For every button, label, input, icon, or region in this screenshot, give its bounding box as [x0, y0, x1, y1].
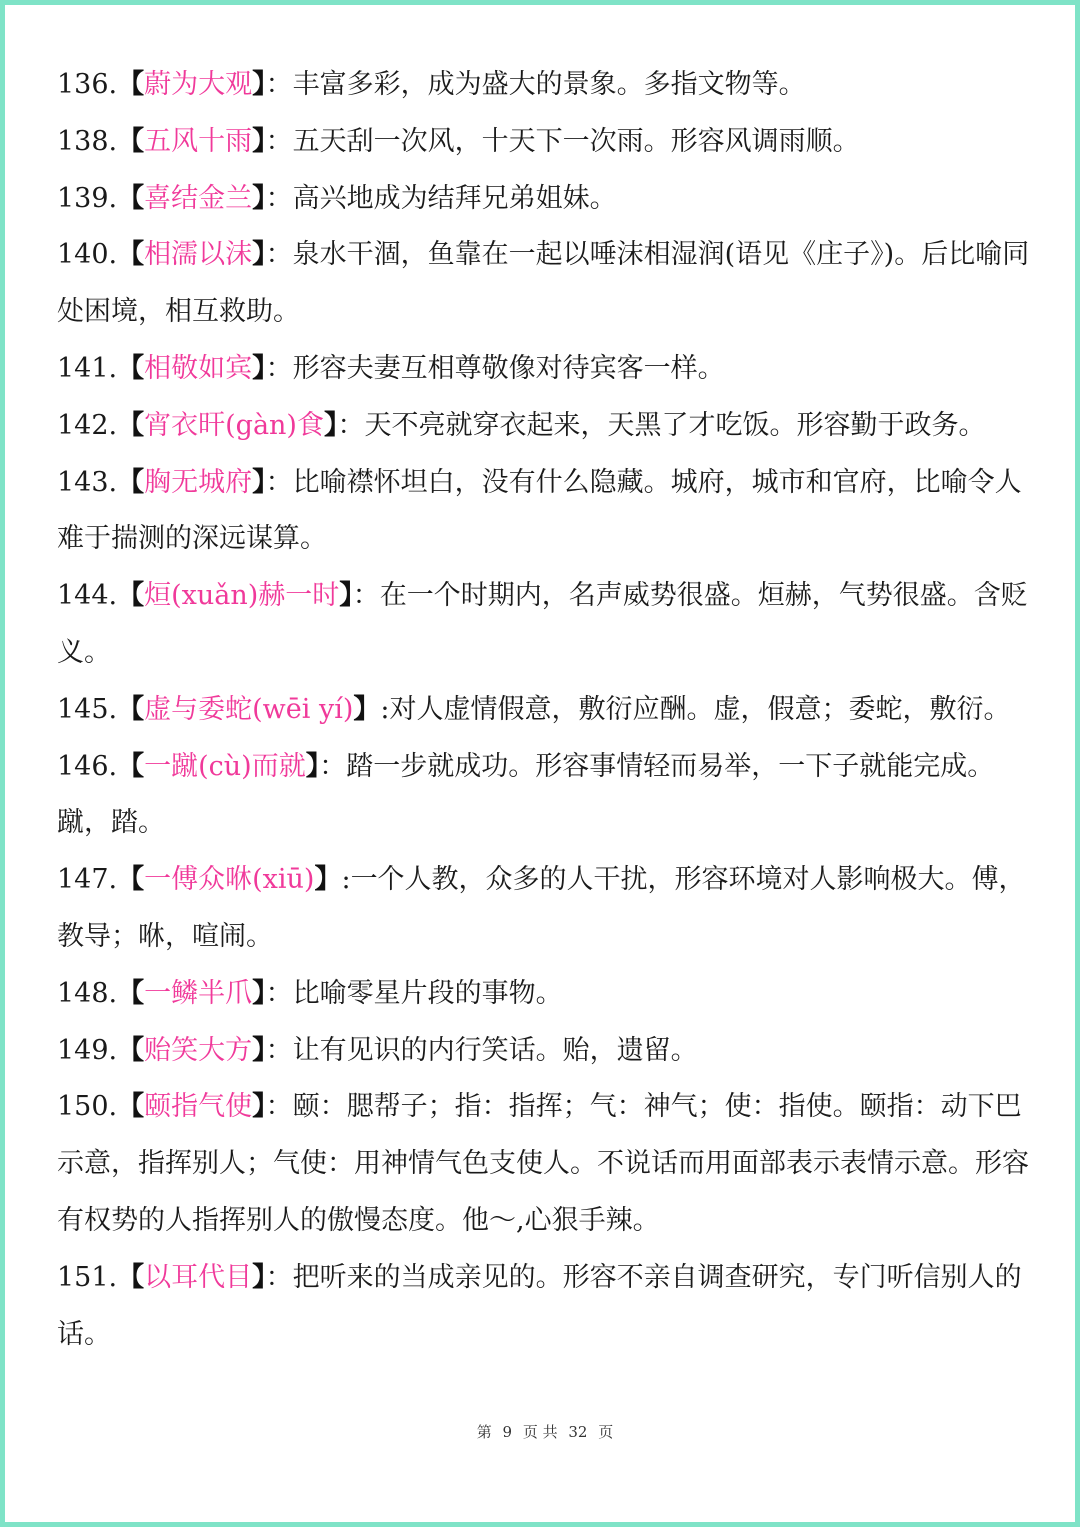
close-bracket: 】 [353, 693, 381, 725]
idiom-term: 一傅众咻(xiū) [144, 864, 315, 896]
open-bracket: 【 [117, 580, 145, 612]
idiom-entry [57, 455, 1047, 569]
idiom-list [57, 57, 1047, 1363]
separator: ： [265, 1034, 293, 1066]
idiom-definition: 泉水干涸，鱼靠在一起以唾沫相湿润(语见《庄子》)。后比喻同处困境，相互救助。 [57, 239, 1030, 328]
idiom-term: 五风十雨 [144, 125, 253, 157]
idiom-term: 喜结金兰 [144, 182, 253, 214]
open-bracket: 【 [117, 352, 145, 384]
idiom-definition: 比喻襟怀坦白，没有什么隐藏。城府，城市和官府，比喻令人难于揣测的深远谋算。 [57, 466, 1022, 555]
close-bracket: 】 [252, 352, 266, 384]
close-bracket: 】 [339, 580, 353, 612]
idiom-entry [57, 1250, 1047, 1364]
open-bracket: 【 [117, 1034, 145, 1066]
separator: ： [265, 125, 293, 157]
separator: ： [265, 352, 293, 384]
close-bracket: 】 [252, 182, 266, 214]
separator: ： [265, 977, 293, 1009]
entry-number: 146. [57, 750, 118, 782]
close-bracket: 】 [252, 1091, 266, 1123]
open-bracket: 【 [117, 977, 145, 1009]
page-footer [5, 1421, 1080, 1442]
open-bracket: 【 [117, 125, 145, 157]
idiom-term: 烜(xuǎn)赫一时 [144, 580, 340, 612]
idiom-definition: 五天刮一次风，十天下一次雨。形容风调雨顺。 [292, 125, 860, 157]
close-bracket: 】 [252, 977, 266, 1009]
footer-total-pages: 32 [568, 1423, 588, 1441]
close-bracket: 】 [252, 69, 266, 100]
idiom-definition: 踏一步就成功。形容事情轻而易举，一下子就能完成。蹴，踏。 [57, 750, 995, 839]
close-bracket: 】 [314, 864, 342, 896]
entry-number: 145. [57, 693, 118, 725]
idiom-entry [57, 739, 1047, 853]
idiom-term: 相濡以沫 [144, 239, 253, 271]
idiom-entry [57, 568, 1047, 682]
open-bracket: 【 [117, 69, 145, 100]
entry-number: 150. [57, 1091, 118, 1123]
idiom-entry [57, 57, 1047, 114]
idiom-definition: 形容夫妻互相尊敬像对待宾客一样。 [292, 352, 725, 384]
idiom-definition: 把听来的当成亲见的。形容不亲自调查研究，专门听信别人的话。 [57, 1261, 1022, 1350]
open-bracket: 【 [117, 750, 145, 782]
footer-page-number: 9 [502, 1423, 513, 1441]
idiom-entry [57, 398, 1047, 455]
idiom-entry [57, 341, 1047, 398]
entry-number: 151. [57, 1261, 118, 1293]
separator: ： [265, 239, 293, 271]
open-bracket: 【 [117, 182, 145, 214]
idiom-entry [57, 171, 1047, 228]
separator: ： [265, 1091, 293, 1123]
entry-number: 140. [57, 239, 118, 271]
close-bracket: 】 [305, 750, 320, 782]
close-bracket: 】 [323, 409, 338, 441]
open-bracket: 【 [117, 239, 145, 271]
idiom-definition: 高兴地成为结拜兄弟姐妹。 [292, 182, 617, 214]
idiom-entry [57, 852, 1047, 966]
close-bracket: 】 [252, 1034, 266, 1066]
footer-mid: 页 共 [522, 1423, 558, 1441]
idiom-definition: 在一个时期内，名声威势很盛。烜赫，气势很盛。含贬义。 [57, 580, 1028, 668]
separator: ： [265, 69, 293, 100]
entry-number: 138. [57, 125, 118, 157]
separator: ： [319, 750, 347, 782]
open-bracket: 【 [117, 693, 145, 725]
idiom-definition: 让有见识的内行笑话。贻，遗留。 [292, 1034, 698, 1066]
separator: ： [352, 580, 380, 612]
idiom-term: 颐指气使 [144, 1091, 253, 1123]
entry-number: 143. [57, 466, 118, 498]
separator: : [380, 693, 390, 725]
idiom-entry [57, 966, 1047, 1023]
idiom-definition: 比喻零星片段的事物。 [292, 977, 563, 1009]
close-bracket: 】 [252, 466, 266, 498]
idiom-term: 蔚为大观 [144, 69, 253, 100]
entry-number: 141. [57, 352, 118, 384]
idiom-definition: 一个人教，众多的人干扰，形容环境对人影响极大。傅，教导；咻，喧闹。 [57, 864, 1026, 952]
idiom-definition: 颐：腮帮子；指：指挥；气：神气；使：指使。颐指：动下巴示意，指挥别人；气使：用神情气色支使人。不说话而用面部表示表情示意。形容有权势的人指挥别人的傲慢态度。他～,心狠手辣。 [57, 1091, 1029, 1236]
separator: ： [265, 1261, 293, 1293]
entry-number: 149. [57, 1034, 118, 1066]
idiom-definition: 对人虚情假意，敷衍应酬。虚，假意；委蛇，敷衍。 [389, 693, 1011, 725]
separator: ： [265, 466, 293, 498]
idiom-term: 一蹴(cù)而就 [144, 750, 306, 782]
open-bracket: 【 [117, 466, 145, 498]
idiom-entry [57, 682, 1047, 739]
entry-number: 148. [57, 977, 118, 1009]
separator: ： [337, 409, 365, 441]
idiom-entry [57, 227, 1047, 341]
idiom-definition: 天不亮就穿衣起来，天黑了才吃饭。形容勤于政务。 [364, 409, 986, 441]
separator: ： [265, 182, 293, 214]
idiom-term: 相敬如宾 [144, 352, 253, 384]
separator: : [341, 864, 351, 896]
close-bracket: 】 [252, 125, 266, 157]
idiom-term: 虚与委蛇(wēi yí) [144, 693, 354, 725]
open-bracket: 【 [117, 1261, 145, 1293]
idiom-entry [57, 1023, 1047, 1080]
entry-number: 147. [57, 864, 118, 896]
idiom-entry [57, 1079, 1047, 1249]
idiom-entry [57, 114, 1047, 171]
idiom-term: 胸无城府 [144, 466, 253, 498]
entry-number: 142. [57, 409, 118, 441]
open-bracket: 【 [117, 864, 145, 896]
open-bracket: 【 [117, 409, 145, 441]
idiom-term: 贻笑大方 [144, 1034, 253, 1066]
close-bracket: 】 [252, 1261, 266, 1293]
footer-prefix: 第 [476, 1423, 492, 1441]
idiom-term: 一鳞半爪 [144, 977, 253, 1009]
open-bracket: 【 [117, 1091, 145, 1123]
entry-number: 139. [57, 182, 118, 214]
close-bracket: 】 [252, 239, 266, 271]
footer-suffix: 页 [598, 1423, 614, 1441]
entry-number: 136. [57, 69, 118, 100]
idiom-definition: 丰富多彩，成为盛大的景象。多指文物等。 [292, 69, 806, 100]
entry-number: 144. [57, 580, 118, 612]
idiom-term: 以耳代目 [144, 1261, 253, 1293]
idiom-term: 宵衣旰(gàn)食 [144, 409, 324, 441]
